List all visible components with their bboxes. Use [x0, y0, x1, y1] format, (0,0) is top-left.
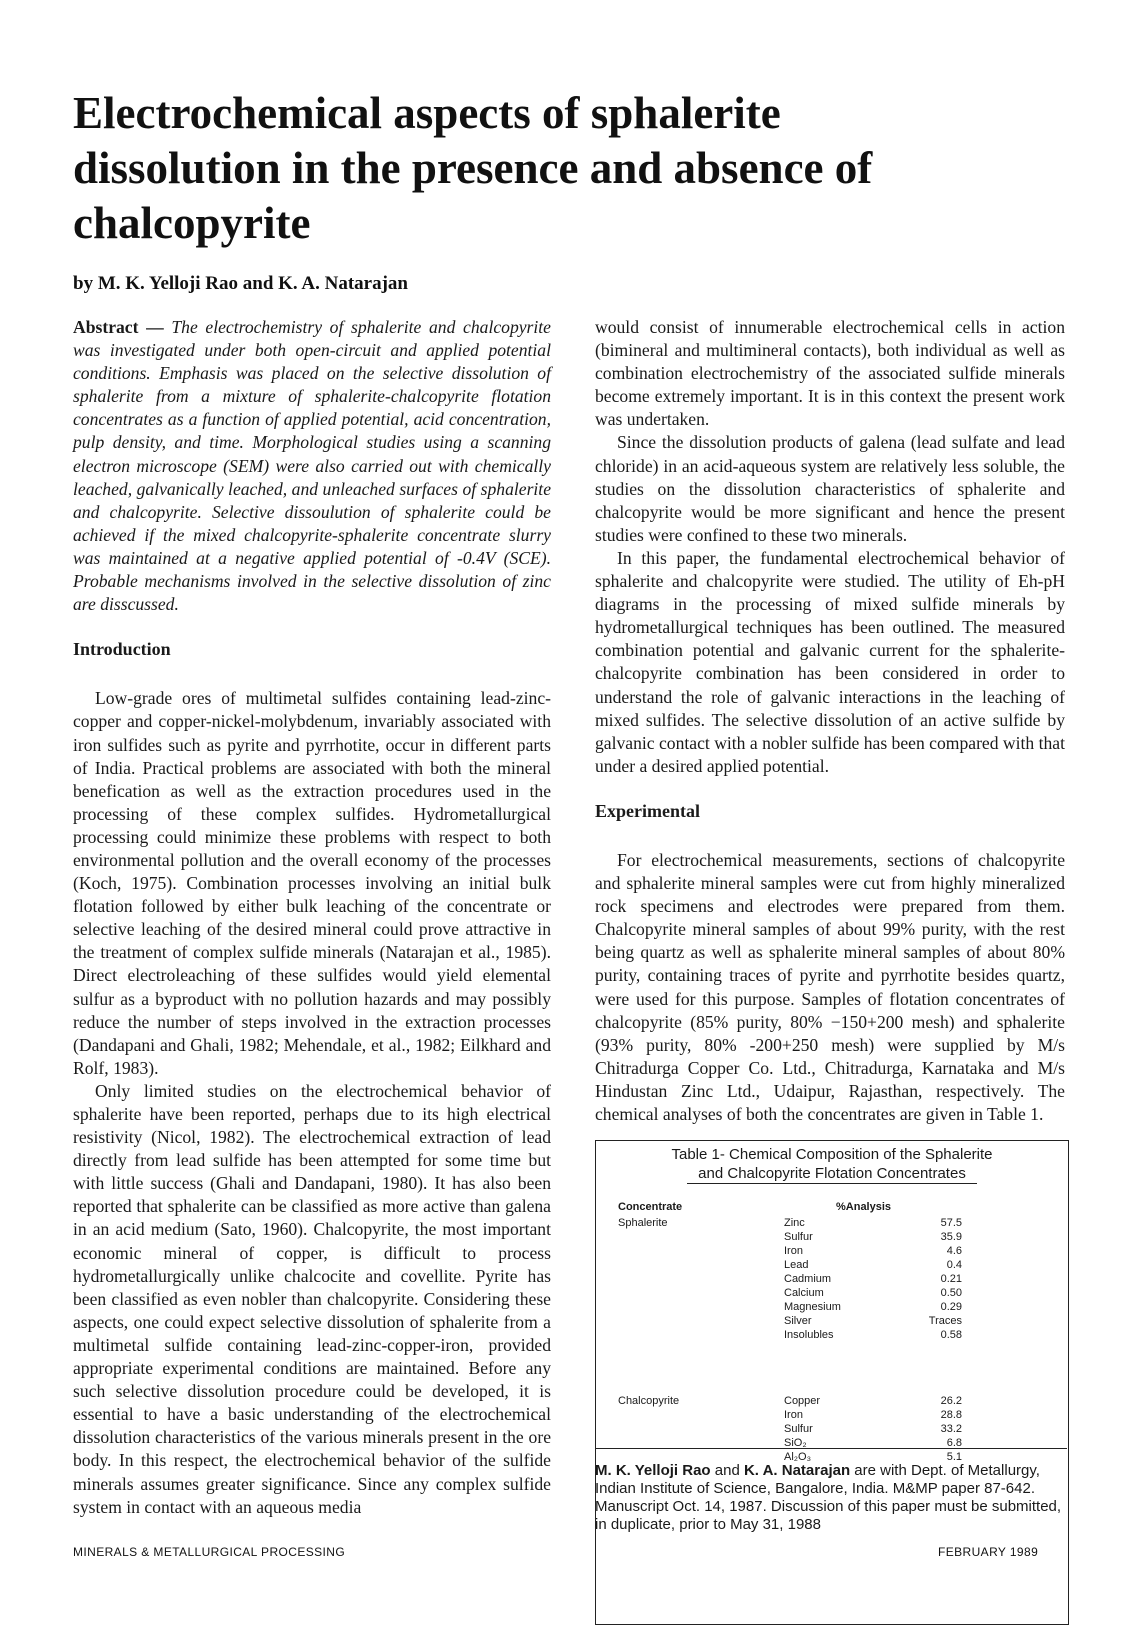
- header-analysis: %Analysis: [836, 1201, 892, 1214]
- bio-text: are with Dept. of Metallurgy, Indian Institute of Science, Bangalore, India. M&MP paper 87-642. Manuscript Oct. 14, 1987. Discussion of this paper must be submitted, in duplicate, prior to May 31, 1988: [595, 1462, 1062, 1533]
- table-caption: [596, 1141, 1068, 1190]
- table-row: [596, 1230, 1068, 1244]
- left-column: [73, 316, 551, 1519]
- table-row: [596, 1328, 1068, 1342]
- article-title: Electrochemical aspects of sphalerite dissolution in the presence and absence of chalcopyrite: [73, 88, 873, 248]
- table-row: [596, 1258, 1068, 1272]
- table-row: [596, 1422, 1068, 1436]
- analysis-value: 0.58: [940, 1329, 962, 1342]
- author-line: by M. K. Yelloji Rao and K. A. Natarajan: [73, 273, 408, 294]
- right-column: [595, 316, 1065, 1625]
- analysis-value: 28.8: [940, 1409, 962, 1422]
- table-row: [596, 1408, 1068, 1422]
- table-row: [596, 1300, 1068, 1314]
- analysis-value: 6.8: [946, 1437, 962, 1450]
- table-caption-line-2: and Chalcopyrite Flotation Concentrates: [698, 1165, 966, 1183]
- table-group: [596, 1394, 1068, 1464]
- table-group: [596, 1216, 1068, 1342]
- analysis-value: 0.50: [940, 1287, 962, 1300]
- concentrate-label: Sphalerite: [618, 1217, 668, 1230]
- section-heading-introduction: Introduction: [73, 639, 171, 660]
- paragraph-intro-1: Low-grade ores of multimetal sulfides containing lead-zinc-copper and copper-nickel-molybdenum, invariably associated with iron sulfides such as pyrite and pyrrhotite, occur in different parts of India. Practical problems are associated with both the mineral benefication as well as the extraction procedures used in the processing of these complex sulfides. Hydrometallurgical processing could minimize these problems with respect to both environmental pollution and the overall economy of the processes (Koch, 1975). Combination processes involving an initial bulk flotation followed by either bulk leaching of the concentrate or selective leaching of the desired mineral could prove attractive in the treatment of complex sulfide minerals (Natarajan et al., 1985). Direct electroleaching of these sulfides would yield elemental sulfur as a byproduct with no pollution hazards and may possibly reduce the number of steps involved in the extraction processes (Dandapani and Ghali, 1982; Mehendale, et al., 1982; Eilkhard and Rolf, 1983).: [73, 688, 551, 1078]
- element-name: Iron: [784, 1409, 803, 1422]
- element-name: Sulfur: [784, 1231, 813, 1244]
- analysis-value: 4.6: [946, 1245, 962, 1258]
- table-row: [596, 1244, 1068, 1258]
- paragraph-experimental: For electrochemical measurements, sections of chalcopyrite and sphalerite mineral samples were cut from highly mineralized rock specimens and electrodes were prepared from them. Chalcopyrite mineral samples of about 99% purity, with the rest being quartz as well as sphalerite mineral samples of about 80% purity, containing traces of pyrite and pyrrhotite besides quartz, were used for this purpose. Samples of flotation concentrates of chalcopyrite (85% purity, 80% −150+200 mesh) and sphalerite (93% purity, 80% -200+250 mesh) were supplied by M/s Chitradurga Copper Co. Ltd., Chitradurga, Karnataka and M/s Hindustan Zinc Ltd., Udaipur, Rajasthan, respectively. The chemical analyses of both the concentrates are given in Table 1.: [595, 849, 1065, 1124]
- analysis-value: 26.2: [940, 1395, 962, 1408]
- bio-author-2: K. A. Natarajan: [743, 1462, 851, 1479]
- analysis-value: 57.5: [940, 1217, 962, 1230]
- abstract-text: The electrochemistry of sphalerite and chalcopyrite was investigated under both open-circuit and applied potential conditions. Emphasis was placed on the selective dissolution of sphalerite from a mixture of sphalerite-chalcopyrite flotation concentrates as a function of applied potential, acid concentration, pulp density, and time. Morphological studies using a scanning electron microscope (SEM) were also carried out with chemically leached, galvanically leached, and unleached surfaces of sphalerite and chalcopyrite. Selective dissoulution of sphalerite could be achieved if the mixed chalcopyrite-sphalerite concentrate slurry was maintained at a negative applied potential of -0.4V (SCE). Probable mechanisms involved in the selective dissolution of zinc are disscussed.: [73, 317, 551, 615]
- analysis-value: 5.1: [946, 1451, 962, 1464]
- abstract-label: Abstract —: [73, 317, 164, 337]
- author-bio: [595, 1462, 1067, 1534]
- element-name: Sulfur: [784, 1423, 813, 1436]
- element-name: Iron: [784, 1245, 803, 1258]
- element-name: Lead: [784, 1259, 809, 1272]
- analysis-value: Traces: [928, 1315, 962, 1328]
- abstract: [73, 316, 551, 616]
- footer-journal: MINERALS & METALLURGICAL PROCESSING: [73, 1545, 346, 1559]
- element-name: Magnesium: [784, 1301, 841, 1314]
- paragraph-right-2: Since the dissolution products of galena (lead sulfate and lead chloride) in an acid-aqueous system are relatively less soluble, the studies on the dissolution characteristics of sphalerite and chalcopyrite would be more significant and hence the present studies were confined to these two minerals.: [595, 432, 1065, 545]
- element-name: Insolubles: [784, 1329, 834, 1342]
- element-name: Calcium: [784, 1287, 824, 1300]
- analysis-value: 0.21: [940, 1273, 962, 1286]
- paragraph-intro-2: Only limited studies on the electrochemical behavior of sphalerite have been reported, perhaps due to its high electrical resistivity (Nicol, 1982). The electrochemical extraction of lead directly from lead sulfide has been attempted for some time but with little success (Ghali and Dandapani, 1980). It has also been reported that sphalerite can be classified as more active than galena in an acid medium (Sato, 1960). Chalcopyrite, the most important economic mineral of copper, is difficult to process hydrometallurgically unlike chalcocite and covellite. Pyrite has been classified as even nobler than chalcopyrite. Considering these aspects, one could expect selective dissolution of sphalerite from a multimetal sulfide containing lead-zinc-copper-iron, provided appropriate experimental conditions are maintained. Before any such selective dissolution procedure could be developed, it is essential to have a basic understanding of the electrochemical dissolution characteristics of the various minerals present in the ore body. In this respect, the electrochemical behavior of the sulfide minerals assumes greater significance. Since any complex sulfide system in contact with an aqueous media: [73, 1080, 551, 1517]
- table-body: [596, 1214, 1068, 1624]
- concentrate-label: Chalcopyrite: [618, 1395, 680, 1408]
- element-name: Cadmium: [784, 1273, 832, 1286]
- table-row: [596, 1272, 1068, 1286]
- table-row: [596, 1394, 1068, 1408]
- caption-rule: [687, 1183, 977, 1184]
- table-caption-line-1: Table 1- Chemical Composition of the Sphalerite: [671, 1146, 993, 1164]
- table-row: [596, 1286, 1068, 1300]
- element-name: Copper: [784, 1395, 821, 1408]
- header-concentrate: Concentrate: [618, 1201, 683, 1214]
- table-row: [596, 1314, 1068, 1328]
- analysis-value: 0.29: [940, 1301, 962, 1314]
- section-heading-experimental: Experimental: [595, 800, 700, 821]
- bio-author-1: M. K. Yelloji Rao: [595, 1462, 711, 1479]
- element-name: SiO₂: [784, 1437, 807, 1450]
- table-row: [596, 1216, 1068, 1230]
- bio-and: and: [710, 1462, 744, 1479]
- analysis-value: 33.2: [940, 1423, 962, 1436]
- bio-divider: [595, 1448, 1067, 1449]
- footer-date: FEBRUARY 1989: [938, 1545, 1039, 1559]
- paragraph-right-1: would consist of innumerable electrochemical cells in action (bimineral and multimineral contacts), both individual as well as combination electrochemistry of the associated sulfide minerals become extremely important. It is in this context the present work was undertaken.: [595, 317, 1065, 430]
- paragraph-right-3: In this paper, the fundamental electrochemical behavior of sphalerite and chalcopyrite were studied. The utility of Eh-pH diagrams in the processing of mixed sulfide minerals by hydrometallurgical techniques has been outlined. The measured combination potential and galvanic current for the sphalerite-chalcopyrite combination has been considered in order to understand the role of galvanic interactions in the leaching of mixed sulfides. The selective dissolution of an active sulfide by galvanic contact with a nobler sulfide has been compared with that under a desired applied potential.: [595, 547, 1065, 776]
- table-header: [596, 1190, 1068, 1214]
- analysis-value: 35.9: [940, 1231, 962, 1244]
- analysis-value: 0.4: [946, 1259, 962, 1272]
- element-name: Zinc: [784, 1217, 805, 1230]
- element-name: Al₂O₃: [784, 1451, 812, 1464]
- element-name: Silver: [784, 1315, 812, 1328]
